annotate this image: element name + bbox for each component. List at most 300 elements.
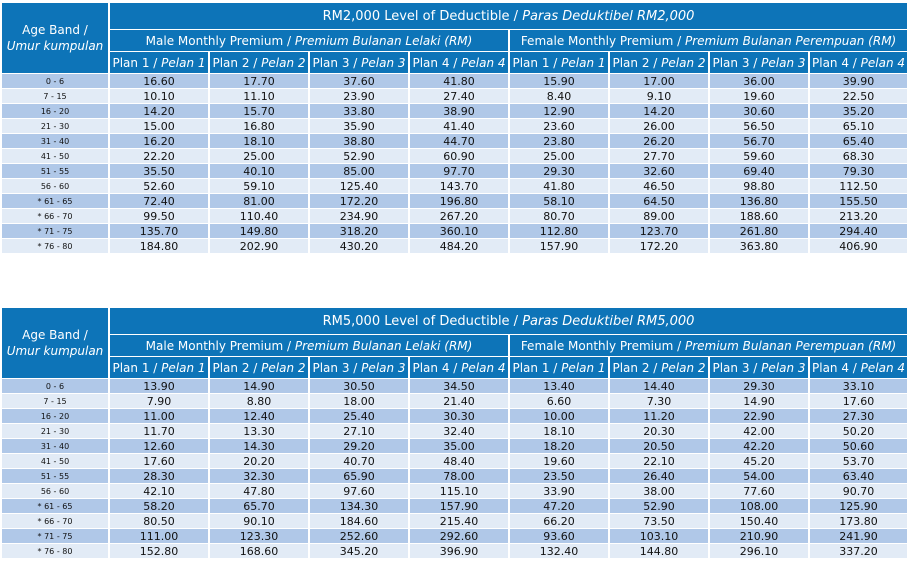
age-band-marker: * xyxy=(37,501,42,511)
plan-label: Plan 1 / xyxy=(512,360,558,375)
male-premium-cell: 22.20 xyxy=(110,149,208,163)
male-label-malay: Premium Bulanan Lelaki (RM) xyxy=(294,338,473,353)
female-premium-cell: 157.90 xyxy=(510,239,608,253)
plan-label-malay: Pelan 1 xyxy=(161,55,206,70)
female-label: Female Monthly Premium / xyxy=(520,338,682,353)
plan-label: Plan 3 / xyxy=(712,360,758,375)
female-premium-cell: 125.90 xyxy=(810,499,907,513)
male-premium-cell: 360.10 xyxy=(410,224,508,238)
male-premium-cell: 33.80 xyxy=(310,104,408,118)
male-premium-cell: 52.90 xyxy=(310,149,408,163)
male-premium-cell: 115.10 xyxy=(410,484,508,498)
age-band-marker: * xyxy=(37,196,42,206)
male-premium-cell: 52.60 xyxy=(110,179,208,193)
male-premium-cell: 34.50 xyxy=(410,379,508,393)
female-premium-cell: 26.00 xyxy=(610,119,708,133)
female-premium-cell: 12.90 xyxy=(510,104,608,118)
male-premium-cell: 38.90 xyxy=(410,104,508,118)
female-premium-cell: 13.40 xyxy=(510,379,608,393)
plan-label-malay: Pelan 2 xyxy=(261,55,306,70)
age-band-cell xyxy=(2,544,108,558)
male-premium-cell: 37.60 xyxy=(310,74,408,88)
female-plan-1-header xyxy=(510,52,608,73)
male-premium-cell: 21.40 xyxy=(410,394,508,408)
female-premium-cell: 20.30 xyxy=(610,424,708,438)
plan-label-malay: Pelan 4 xyxy=(461,55,506,70)
female-premium-cell: 14.40 xyxy=(610,379,708,393)
plan-label: Plan 4 / xyxy=(812,360,857,375)
plan-label-malay: Pelan 1 xyxy=(561,55,606,70)
plan-label-malay: Pelan 3 xyxy=(761,55,806,70)
plan-label-malay: Pelan 1 xyxy=(561,360,606,375)
age-band-cell xyxy=(2,514,108,528)
male-premium-cell: 184.80 xyxy=(110,239,208,253)
table-row xyxy=(2,484,907,498)
male-plan-1-header xyxy=(110,357,208,378)
male-premium-cell: 30.30 xyxy=(410,409,508,423)
table-row xyxy=(2,469,907,483)
female-premium-cell: 210.90 xyxy=(710,529,808,543)
deductible-title-malay: Paras Deduktibel RM2,000 xyxy=(522,8,695,24)
male-premium-cell: 40.70 xyxy=(310,454,408,468)
table-row xyxy=(2,179,907,193)
male-premium-cell: 202.90 xyxy=(210,239,308,253)
age-band-cell xyxy=(2,119,108,133)
male-plan-1-header xyxy=(110,52,208,73)
male-premium-cell: 14.30 xyxy=(210,439,308,453)
plan-label: Plan 2 / xyxy=(612,360,658,375)
female-premium-cell: 8.40 xyxy=(510,89,608,103)
female-premium-header xyxy=(510,30,907,51)
plan-label-malay: Pelan 4 xyxy=(860,55,906,70)
male-plan-4-header xyxy=(410,357,508,378)
table-row xyxy=(2,544,907,558)
age-band-value: 41 - 50 xyxy=(40,456,70,466)
female-plan-3-header xyxy=(710,52,808,73)
male-premium-cell: 149.80 xyxy=(210,224,308,238)
male-premium-cell: 35.90 xyxy=(310,119,408,133)
plan-label: Plan 3 / xyxy=(712,55,758,70)
female-premium-cell: 18.10 xyxy=(510,424,608,438)
female-premium-cell: 18.20 xyxy=(510,439,608,453)
female-premium-cell: 23.60 xyxy=(510,119,608,133)
male-premium-cell: 14.90 xyxy=(210,379,308,393)
male-label: Male Monthly Premium / xyxy=(145,33,292,48)
age-band-cell xyxy=(2,379,108,393)
age-band-cell xyxy=(2,149,108,163)
plan-label-malay: Pelan 3 xyxy=(761,360,806,375)
female-premium-cell: 58.10 xyxy=(510,194,608,208)
male-premium-cell: 267.20 xyxy=(410,209,508,223)
female-premium-cell: 213.20 xyxy=(810,209,907,223)
female-premium-cell: 7.30 xyxy=(610,394,708,408)
female-premium-cell: 17.00 xyxy=(610,74,708,88)
female-premium-cell: 46.50 xyxy=(610,179,708,193)
age-band-value: 61 - 65 xyxy=(44,501,73,511)
male-premium-cell: 28.30 xyxy=(110,469,208,483)
age-band-marker: * xyxy=(37,531,42,541)
male-premium-cell: 16.80 xyxy=(210,119,308,133)
age-band-value: 21 - 30 xyxy=(40,426,70,436)
male-premium-cell: 123.30 xyxy=(210,529,308,543)
female-premium-cell: 29.30 xyxy=(710,379,808,393)
male-premium-cell: 292.60 xyxy=(410,529,508,543)
female-premium-cell: 337.20 xyxy=(810,544,907,558)
male-premium-cell: 17.70 xyxy=(210,74,308,88)
table-row xyxy=(2,454,907,468)
male-premium-cell: 47.80 xyxy=(210,484,308,498)
male-premium-cell: 18.10 xyxy=(210,134,308,148)
plan-label-malay: Pelan 3 xyxy=(361,55,406,70)
male-premium-cell: 40.10 xyxy=(210,164,308,178)
male-premium-cell: 11.10 xyxy=(210,89,308,103)
age-band-cell xyxy=(2,424,108,438)
male-premium-cell: 184.60 xyxy=(310,514,408,528)
female-premium-cell: 93.60 xyxy=(510,529,608,543)
deductible-title-en: RM2,000 Level of Deductible / xyxy=(322,8,519,24)
female-premium-cell: 80.70 xyxy=(510,209,608,223)
male-premium-cell: 172.20 xyxy=(310,194,408,208)
male-premium-cell: 345.20 xyxy=(310,544,408,558)
female-plan-4-header xyxy=(810,357,907,378)
plan-label: Plan 2 / xyxy=(212,55,258,70)
female-premium-cell: 65.40 xyxy=(810,134,907,148)
age-band-cell xyxy=(2,439,108,453)
male-premium-header xyxy=(110,30,508,51)
age-band-cell xyxy=(2,454,108,468)
age-band-header xyxy=(2,308,108,378)
male-plan-4-header xyxy=(410,52,508,73)
table-row xyxy=(2,119,907,133)
female-premium-cell: 112.50 xyxy=(810,179,907,193)
female-premium-cell: 32.60 xyxy=(610,164,708,178)
age-band-cell xyxy=(2,104,108,118)
male-premium-cell: 396.90 xyxy=(410,544,508,558)
plan-label-malay: Pelan 1 xyxy=(161,360,206,375)
male-premium-cell: 25.00 xyxy=(210,149,308,163)
female-premium-cell: 188.60 xyxy=(710,209,808,223)
table-row xyxy=(2,194,907,208)
table-row xyxy=(2,149,907,163)
female-premium-cell: 172.20 xyxy=(610,239,708,253)
male-premium-cell: 27.10 xyxy=(310,424,408,438)
female-plan-1-header xyxy=(510,357,608,378)
table-row xyxy=(2,89,907,103)
deductible-title xyxy=(110,308,907,334)
age-band-value: 0 - 6 xyxy=(45,381,65,391)
female-premium-cell: 108.00 xyxy=(710,499,808,513)
male-premium-cell: 215.40 xyxy=(410,514,508,528)
male-premium-cell: 59.10 xyxy=(210,179,308,193)
age-band-cell xyxy=(2,409,108,423)
male-premium-cell: 32.40 xyxy=(410,424,508,438)
male-premium-cell: 99.50 xyxy=(110,209,208,223)
deductible-title-en: RM5,000 Level of Deductible / xyxy=(322,313,519,329)
table-row xyxy=(2,164,907,178)
male-premium-cell: 11.00 xyxy=(110,409,208,423)
female-premium-cell: 39.90 xyxy=(810,74,907,88)
male-premium-cell: 29.20 xyxy=(310,439,408,453)
age-band-value: 7 - 15 xyxy=(43,396,67,406)
female-premium-cell: 17.60 xyxy=(810,394,907,408)
female-premium-cell: 296.10 xyxy=(710,544,808,558)
female-premium-cell: 90.70 xyxy=(810,484,907,498)
male-premium-cell: 85.00 xyxy=(310,164,408,178)
male-premium-cell: 143.70 xyxy=(410,179,508,193)
female-premium-cell: 50.60 xyxy=(810,439,907,453)
table-row xyxy=(2,224,907,238)
age-band-value: 31 - 40 xyxy=(40,441,70,451)
female-premium-cell: 27.70 xyxy=(610,149,708,163)
male-premium-cell: 234.90 xyxy=(310,209,408,223)
male-premium-cell: 27.40 xyxy=(410,89,508,103)
age-band-cell xyxy=(2,224,108,238)
table-row xyxy=(2,529,907,543)
female-premium-cell: 14.20 xyxy=(610,104,708,118)
female-plan-2-header xyxy=(610,52,708,73)
male-premium-cell: 48.40 xyxy=(410,454,508,468)
age-band-value: 21 - 30 xyxy=(40,121,70,131)
female-premium-cell: 26.20 xyxy=(610,134,708,148)
male-premium-cell: 97.60 xyxy=(310,484,408,498)
female-premium-cell: 52.90 xyxy=(610,499,708,513)
age-band-value: 16 - 20 xyxy=(40,411,70,421)
male-premium-cell: 65.70 xyxy=(210,499,308,513)
male-premium-cell: 72.40 xyxy=(110,194,208,208)
female-premium-cell: 150.40 xyxy=(710,514,808,528)
female-premium-cell: 64.50 xyxy=(610,194,708,208)
age-band-marker: * xyxy=(37,211,42,221)
female-premium-cell: 38.00 xyxy=(610,484,708,498)
age-band-value: 51 - 55 xyxy=(40,166,70,176)
female-premium-cell: 33.90 xyxy=(510,484,608,498)
male-premium-cell: 13.90 xyxy=(110,379,208,393)
table-row xyxy=(2,499,907,513)
female-premium-cell: 56.50 xyxy=(710,119,808,133)
male-premium-cell: 17.60 xyxy=(110,454,208,468)
table-row xyxy=(2,424,907,438)
female-premium-cell: 10.00 xyxy=(510,409,608,423)
age-band-value: 41 - 50 xyxy=(40,151,70,161)
age-band-label-malay: Umur kumpulan xyxy=(6,344,104,358)
male-premium-cell: 430.20 xyxy=(310,239,408,253)
female-premium-cell: 123.70 xyxy=(610,224,708,238)
female-label: Female Monthly Premium / xyxy=(520,33,682,48)
male-premium-cell: 58.20 xyxy=(110,499,208,513)
female-premium-cell: 47.20 xyxy=(510,499,608,513)
plan-label-malay: Pelan 4 xyxy=(461,360,506,375)
female-premium-cell: 23.80 xyxy=(510,134,608,148)
male-premium-cell: 10.10 xyxy=(110,89,208,103)
female-premium-cell: 9.10 xyxy=(610,89,708,103)
table-row xyxy=(2,134,907,148)
age-band-cell xyxy=(2,179,108,193)
plan-label: Plan 1 / xyxy=(512,55,558,70)
male-premium-cell: 196.80 xyxy=(410,194,508,208)
plan-label-malay: Pelan 4 xyxy=(860,360,906,375)
female-premium-cell: 30.60 xyxy=(710,104,808,118)
deductible-title xyxy=(110,3,907,29)
male-premium-cell: 35.00 xyxy=(410,439,508,453)
male-premium-cell: 60.90 xyxy=(410,149,508,163)
female-premium-cell: 41.80 xyxy=(510,179,608,193)
plan-label-malay: Pelan 2 xyxy=(261,360,306,375)
female-premium-cell: 406.90 xyxy=(810,239,907,253)
female-premium-cell: 25.00 xyxy=(510,149,608,163)
male-premium-header xyxy=(110,335,508,356)
female-premium-cell: 11.20 xyxy=(610,409,708,423)
male-label-malay: Premium Bulanan Lelaki (RM) xyxy=(294,33,473,48)
female-premium-cell: 50.20 xyxy=(810,424,907,438)
age-band-cell xyxy=(2,209,108,223)
age-band-value: 51 - 55 xyxy=(40,471,70,481)
female-plan-4-header xyxy=(810,52,907,73)
male-premium-cell: 111.00 xyxy=(110,529,208,543)
age-band-value: 71 - 75 xyxy=(44,531,73,541)
male-premium-cell: 152.80 xyxy=(110,544,208,558)
female-premium-cell: 173.80 xyxy=(810,514,907,528)
age-band-value: 61 - 65 xyxy=(44,196,73,206)
plan-label: Plan 4 / xyxy=(412,360,458,375)
male-premium-cell: 125.40 xyxy=(310,179,408,193)
female-premium-cell: 132.40 xyxy=(510,544,608,558)
table-row xyxy=(2,439,907,453)
male-premium-cell: 16.60 xyxy=(110,74,208,88)
male-premium-cell: 15.00 xyxy=(110,119,208,133)
female-premium-cell: 294.40 xyxy=(810,224,907,238)
age-band-cell xyxy=(2,134,108,148)
female-premium-cell: 36.00 xyxy=(710,74,808,88)
female-premium-cell: 79.30 xyxy=(810,164,907,178)
male-premium-cell: 42.10 xyxy=(110,484,208,498)
table-row xyxy=(2,209,907,223)
male-premium-cell: 157.90 xyxy=(410,499,508,513)
age-band-value: 56 - 60 xyxy=(40,486,70,496)
age-band-label: Age Band / xyxy=(22,23,88,37)
age-band-value: 71 - 75 xyxy=(44,226,73,236)
female-label-malay: Premium Bulanan Perempuan (RM) xyxy=(684,338,897,353)
male-premium-cell: 8.80 xyxy=(210,394,308,408)
male-premium-cell: 35.50 xyxy=(110,164,208,178)
male-label: Male Monthly Premium / xyxy=(145,338,292,353)
age-band-marker: * xyxy=(37,241,42,251)
female-premium-cell: 363.80 xyxy=(710,239,808,253)
male-premium-cell: 41.40 xyxy=(410,119,508,133)
male-premium-cell: 25.40 xyxy=(310,409,408,423)
male-premium-cell: 90.10 xyxy=(210,514,308,528)
male-premium-cell: 15.70 xyxy=(210,104,308,118)
female-premium-cell: 261.80 xyxy=(710,224,808,238)
male-premium-cell: 13.30 xyxy=(210,424,308,438)
age-band-cell xyxy=(2,239,108,253)
female-premium-cell: 63.40 xyxy=(810,469,907,483)
age-band-value: 16 - 20 xyxy=(40,106,70,116)
male-premium-cell: 7.90 xyxy=(110,394,208,408)
table-row xyxy=(2,514,907,528)
female-premium-cell: 15.90 xyxy=(510,74,608,88)
male-premium-cell: 16.20 xyxy=(110,134,208,148)
female-premium-cell: 29.30 xyxy=(510,164,608,178)
female-premium-cell: 103.10 xyxy=(610,529,708,543)
age-band-marker: * xyxy=(37,516,42,526)
male-plan-3-header xyxy=(310,52,408,73)
female-premium-cell: 23.50 xyxy=(510,469,608,483)
female-premium-cell: 27.30 xyxy=(810,409,907,423)
age-band-cell xyxy=(2,394,108,408)
age-band-value: 0 - 6 xyxy=(45,76,65,86)
premium-table-rm2000 xyxy=(0,2,909,254)
plan-label-malay: Pelan 2 xyxy=(661,360,706,375)
age-band-cell xyxy=(2,74,108,88)
female-premium-cell: 98.80 xyxy=(710,179,808,193)
age-band-cell xyxy=(2,194,108,208)
female-premium-cell: 155.50 xyxy=(810,194,907,208)
age-band-marker: * xyxy=(37,226,42,236)
male-premium-cell: 11.70 xyxy=(110,424,208,438)
age-band-value: 66 - 70 xyxy=(44,211,73,221)
female-premium-cell: 136.80 xyxy=(710,194,808,208)
female-premium-cell: 68.30 xyxy=(810,149,907,163)
male-premium-cell: 32.30 xyxy=(210,469,308,483)
female-premium-cell: 112.80 xyxy=(510,224,608,238)
plan-label-malay: Pelan 3 xyxy=(361,360,406,375)
table-row xyxy=(2,394,907,408)
male-premium-cell: 135.70 xyxy=(110,224,208,238)
male-premium-cell: 12.60 xyxy=(110,439,208,453)
female-premium-cell: 35.20 xyxy=(810,104,907,118)
age-band-cell xyxy=(2,499,108,513)
male-premium-cell: 97.70 xyxy=(410,164,508,178)
premium-table-rm5000 xyxy=(0,307,909,559)
female-premium-cell: 20.50 xyxy=(610,439,708,453)
female-premium-cell: 77.60 xyxy=(710,484,808,498)
female-premium-cell: 42.00 xyxy=(710,424,808,438)
female-premium-cell: 45.20 xyxy=(710,454,808,468)
female-premium-cell: 69.40 xyxy=(710,164,808,178)
plan-label: Plan 3 / xyxy=(312,55,358,70)
table-row xyxy=(2,409,907,423)
plan-label: Plan 1 / xyxy=(112,360,158,375)
male-premium-cell: 12.40 xyxy=(210,409,308,423)
age-band-value: 76 - 80 xyxy=(44,241,73,251)
female-premium-cell: 19.60 xyxy=(710,89,808,103)
male-plan-2-header xyxy=(210,357,308,378)
age-band-marker: * xyxy=(37,546,42,556)
plan-label: Plan 4 / xyxy=(812,55,857,70)
male-premium-cell: 110.40 xyxy=(210,209,308,223)
plan-label: Plan 1 / xyxy=(112,55,158,70)
age-band-cell xyxy=(2,89,108,103)
age-band-cell xyxy=(2,469,108,483)
male-premium-cell: 23.90 xyxy=(310,89,408,103)
age-band-label: Age Band / xyxy=(22,328,88,342)
female-premium-cell: 241.90 xyxy=(810,529,907,543)
male-premium-cell: 134.30 xyxy=(310,499,408,513)
male-premium-cell: 30.50 xyxy=(310,379,408,393)
male-plan-2-header xyxy=(210,52,308,73)
age-band-value: 76 - 80 xyxy=(44,546,73,556)
table-row xyxy=(2,379,907,393)
male-premium-cell: 81.00 xyxy=(210,194,308,208)
male-premium-cell: 18.00 xyxy=(310,394,408,408)
male-plan-3-header xyxy=(310,357,408,378)
female-premium-cell: 33.10 xyxy=(810,379,907,393)
female-premium-cell: 22.10 xyxy=(610,454,708,468)
female-premium-cell: 59.60 xyxy=(710,149,808,163)
male-premium-cell: 38.80 xyxy=(310,134,408,148)
male-premium-cell: 78.00 xyxy=(410,469,508,483)
table-row xyxy=(2,74,907,88)
